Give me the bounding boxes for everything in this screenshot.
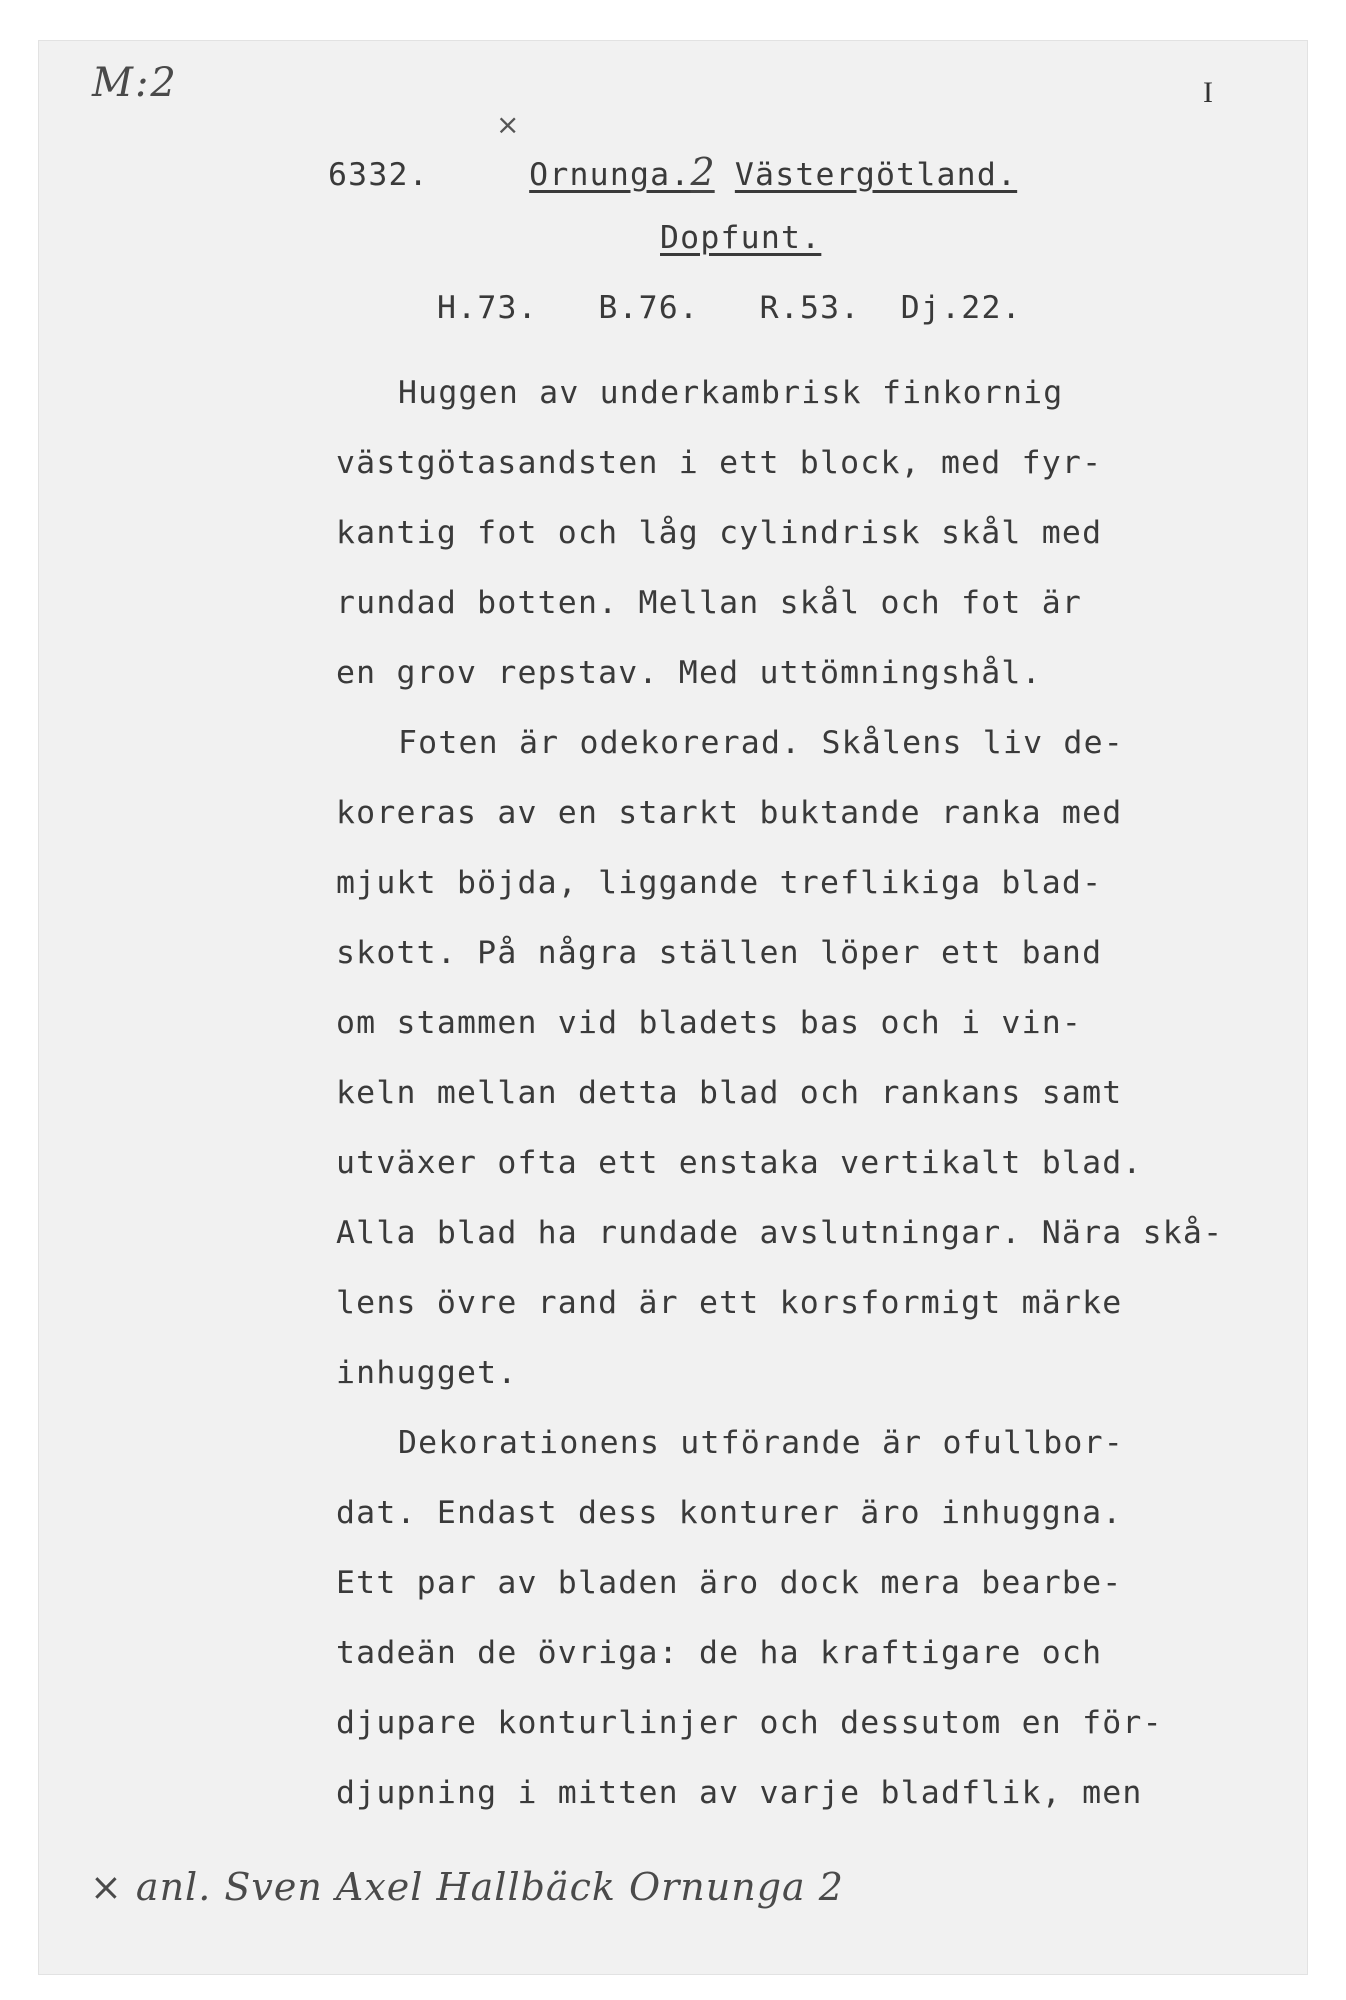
corner-mark: M:2 <box>92 60 178 106</box>
body-line: om stammen vid bladets bas och i vin- <box>336 1005 1083 1041</box>
body-line: Huggen av underkambrisk finkornig <box>398 375 1064 411</box>
body-line: Ett par av bladen äro dock mera bearbe- <box>336 1565 1123 1601</box>
cross-mark: × <box>496 108 520 141</box>
dimensions: H.73. B.76. R.53. Dj.22. <box>437 290 1022 326</box>
body-line: skott. På några ställen löper ett band <box>336 935 1103 971</box>
body-line: mjukt böjda, liggande treflikiga blad- <box>336 865 1103 901</box>
body-line: lens övre rand är ett korsformigt märke <box>336 1285 1123 1321</box>
body-line: keln mellan detta blad och rankans samt <box>336 1075 1123 1111</box>
body-line: dat. Endast dess konturer äro inhuggna. <box>336 1495 1123 1531</box>
page-number: I <box>1203 76 1213 109</box>
body-line: Alla blad ha rundade avslutningar. Nära skå- <box>336 1215 1224 1251</box>
body-line: tadeän de övriga: de ha kraftigare och <box>336 1635 1103 1671</box>
body-line: utväxer ofta ett enstaka vertikalt blad. <box>336 1145 1143 1181</box>
body-line: djupning i mitten av varje bladflik, men <box>336 1775 1143 1811</box>
handwritten-footnote: × anl. Sven Axel Hallbäck Ornunga 2 <box>90 1865 844 1909</box>
body-line: en grov repstav. Med uttömningshål. <box>336 655 1042 691</box>
body-line: Dekorationens utförande är ofullbor- <box>398 1425 1124 1461</box>
object-title: Dopfunt. <box>660 220 822 256</box>
body-line: rundad botten. Mellan skål och fot är <box>336 585 1083 621</box>
title-line <box>328 150 1017 194</box>
body-line: västgötasandsten i ett block, med fyr- <box>336 445 1103 481</box>
catalog-number: 6332. <box>328 157 429 193</box>
region-name: Västergötland. <box>734 157 1018 193</box>
place-name: Ornunga. <box>529 157 691 193</box>
body-line: Foten är odekorerad. Skålens liv de- <box>398 725 1124 761</box>
body-line: djupare konturlinjer och dessutom en för- <box>336 1705 1163 1741</box>
body-line: kantig fot och låg cylindrisk skål med <box>336 515 1103 551</box>
body-line: koreras av en starkt buktande ranka med <box>336 795 1123 831</box>
body-line: inhugget. <box>336 1355 518 1391</box>
place-number: 2 <box>690 150 715 194</box>
